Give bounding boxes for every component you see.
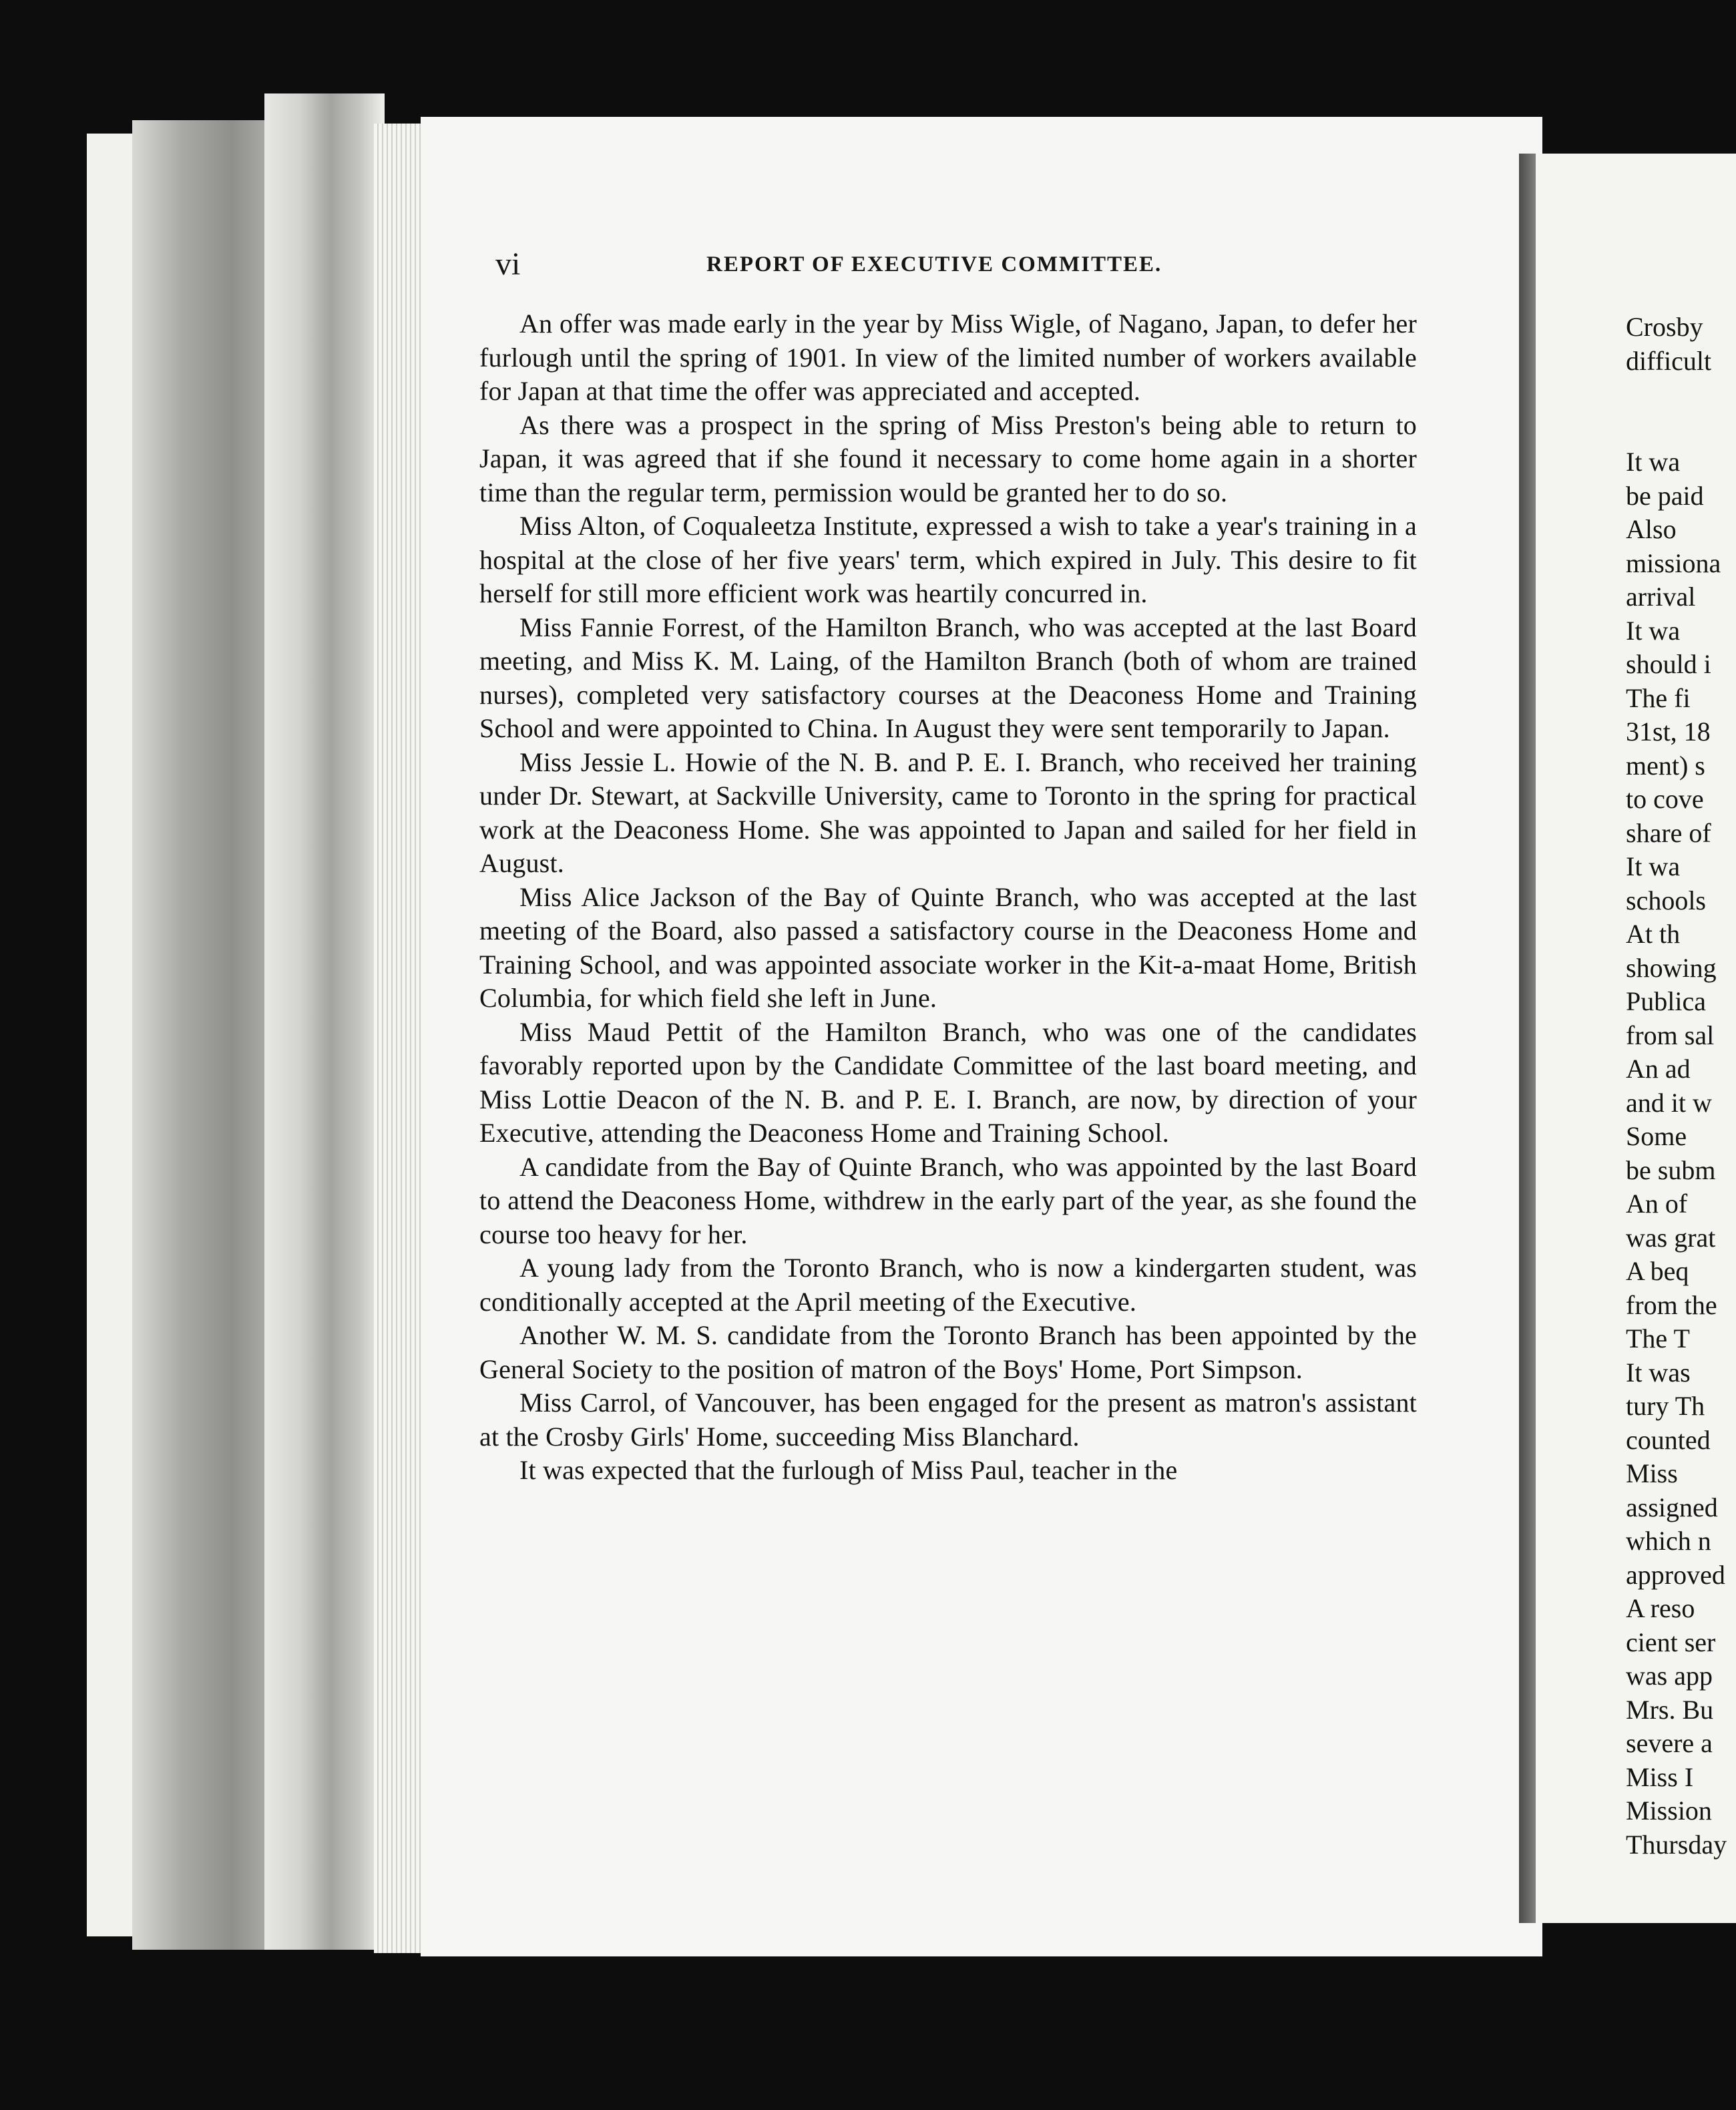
paragraph: It was expected that the furlough of Miss Paul, teacher in the — [519, 1455, 1178, 1485]
right-page-line: A reso — [1626, 1593, 1695, 1623]
right-page-line: arrival — [1626, 582, 1696, 612]
paragraph: Miss Alice Jackson of the Bay of Quinte Branch, who was accepted at the last meeting of the Board, also passed a satisfactory course in the Deaconess Home and Training School, and was appointed associate worker in the Kit-a-maat Home, British Columbia, for which field she left in June. — [479, 881, 1417, 1013]
book-edge-left — [87, 134, 139, 1936]
page-header — [495, 246, 1250, 286]
right-page-line: from sal — [1626, 1020, 1715, 1050]
right-page-line: was app — [1626, 1661, 1713, 1691]
paragraph: A young lady from the Toronto Branch, who is now a kindergarten student, was conditionally accepted at the April meeting of the Executive. — [479, 1253, 1417, 1317]
right-page-line: It wa — [1626, 851, 1681, 881]
right-page-line: The T — [1626, 1323, 1690, 1353]
right-page-line: to cove — [1626, 784, 1704, 814]
right-page-line: cient ser — [1626, 1627, 1716, 1657]
right-page-line: share of — [1626, 817, 1711, 848]
right-page-line: missiona — [1626, 548, 1721, 578]
right-page-line: Miss I — [1626, 1761, 1694, 1792]
paragraph: A candidate from the Bay of Quinte Branch, who was appointed by the last Board to attend the Deaconess Home, withdrew in the early part of the year, as she found the course too heavy for her. — [479, 1151, 1417, 1249]
paragraph: Miss Fannie Forrest, of the Hamilton Branch, who was accepted at the last Board meeting, and Miss K. M. Laing, of the Hamilton Branch (both of whom are trained nurses), completed very satisfactory courses at the Deaconess Home and Training School and were appointed to China. In August they were sent temporarily to Japan. — [479, 612, 1417, 743]
paragraph: Miss Alton, of Coqualeetza Institute, expressed a wish to take a year's training in a hospital at the close of her five years' term, which expired in July. This desire to fit herself for still more efficient work was heartily concurred in. — [479, 511, 1417, 608]
paragraph: Another W. M. S. candidate from the Toronto Branch has been appointed by the General Society to the position of matron of the Boys' Home, Port Simpson. — [479, 1320, 1417, 1384]
right-page-line: Some — [1626, 1121, 1687, 1151]
right-page-line: Mission — [1626, 1796, 1712, 1826]
paragraph: Miss Maud Pettit of the Hamilton Branch, who was one of the candidates favorably reported upon by the Candidate Committee of the last board meeting, and Miss Lottie Deacon of the N. B. and P. E. I. Branch, are now, by direction of your Executive, attending the Deaconess Home and Training School. — [479, 1016, 1417, 1148]
right-page-line: Also — [1626, 514, 1677, 544]
running-head: REPORT OF EXECUTIVE COMMITTEE. — [706, 252, 1162, 276]
right-page-text — [1626, 310, 1736, 1862]
page-number: vi — [495, 246, 521, 282]
right-page-line: and it w — [1626, 1087, 1712, 1118]
right-page-line: be paid — [1626, 480, 1704, 511]
right-page-line: A beq — [1626, 1256, 1689, 1286]
right-page-line: severe a — [1626, 1728, 1713, 1758]
paragraph: Miss Jessie L. Howie of the N. B. and P. E. I. Branch, who received her training under Dr. Stewart, at Sackville University, came to Toronto in the spring for practical work at the Deaconess Home. She was appointed to Japan and sailed for her field in August. — [479, 747, 1417, 878]
paragraph: Miss Carrol, of Vancouver, has been engaged for the present as matron's assistant at the Crosby Girls' Home, succeeding Miss Blanchard. — [479, 1388, 1417, 1452]
right-page-line: difficult — [1626, 345, 1712, 376]
right-page-line: should i — [1626, 649, 1711, 679]
right-page-line — [1626, 378, 1736, 412]
right-page-line: It wa — [1626, 447, 1681, 477]
right-page-line: 31st, 18 — [1626, 716, 1711, 747]
paragraph: An offer was made early in the year by Miss Wigle, of Nagano, Japan, to defer her furlough until the spring of 1901. In view of the limited number of workers available for Japan at that time the offer was appreciated and accepted. — [479, 308, 1417, 406]
right-page-line: from the — [1626, 1289, 1717, 1320]
right-page-line: tury Th — [1626, 1391, 1705, 1421]
right-page-line: was grat — [1626, 1222, 1716, 1253]
paragraph: As there was a prospect in the spring of Miss Preston's being able to return to Japan, it was agreed that if she found it necessary to come home again in a shorter time than the regular term, permission would be granted her to do so. — [479, 409, 1417, 507]
right-page-line: It was — [1626, 1357, 1691, 1388]
right-page-line: It wa — [1626, 615, 1681, 646]
right-page-line: be subm — [1626, 1154, 1716, 1185]
right-page-line: assigned — [1626, 1492, 1718, 1522]
right-page-line: An ad — [1626, 1054, 1691, 1084]
right-page-line: Miss — [1626, 1458, 1678, 1488]
page-stack — [374, 124, 427, 1953]
right-page-line: Thursday — [1626, 1829, 1727, 1860]
right-page-line: An of — [1626, 1189, 1688, 1219]
right-page-line: At th — [1626, 919, 1681, 949]
right-page-line: showing — [1626, 952, 1717, 983]
body-text — [479, 307, 1417, 1488]
right-page-line: counted — [1626, 1424, 1711, 1455]
right-page-line: schools — [1626, 885, 1706, 915]
right-page-line: The fi — [1626, 682, 1691, 713]
right-page-line — [1626, 412, 1736, 446]
right-page-line: which n — [1626, 1526, 1711, 1556]
right-page-line: Publica — [1626, 986, 1706, 1016]
right-page-line: ment) s — [1626, 750, 1705, 781]
spine-shadow — [264, 93, 385, 1950]
right-page-line: Mrs. Bu — [1626, 1694, 1714, 1725]
right-page-line: approved — [1626, 1559, 1725, 1590]
right-page-line: Crosby — [1626, 312, 1703, 342]
